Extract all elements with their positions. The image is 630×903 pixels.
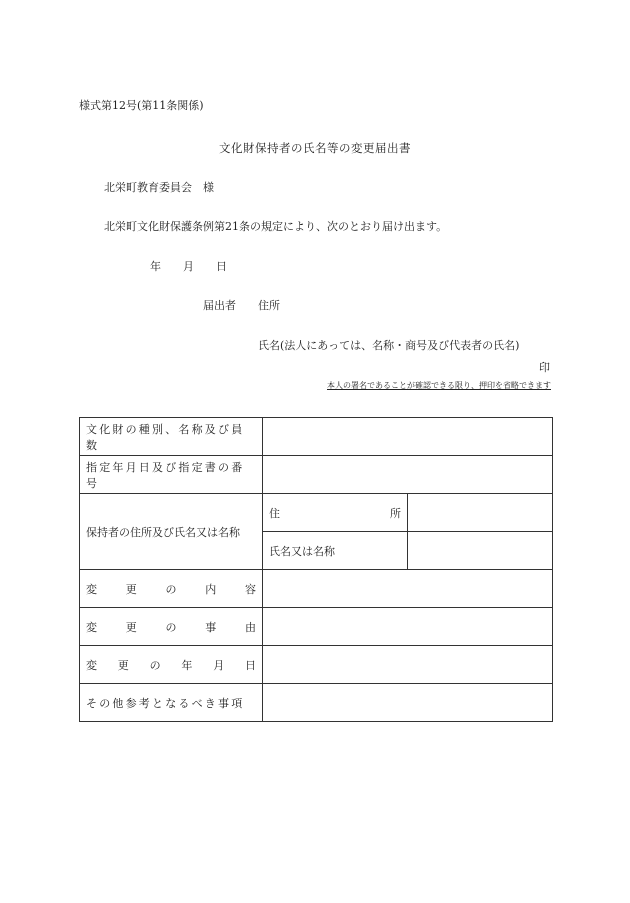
label-char: 変	[86, 582, 97, 596]
field-change-date[interactable]	[263, 646, 553, 684]
table-row	[80, 608, 553, 646]
field-change-reason[interactable]	[263, 608, 553, 646]
applicant-name-label: 氏名(法人にあっては、名称・商号及び代表者の氏名)	[258, 339, 520, 352]
form-number: 様式第12号(第11条関係)	[79, 99, 204, 112]
label-char: 容	[245, 582, 256, 596]
address-label: 住所	[258, 299, 280, 312]
label-change-reason	[80, 608, 263, 646]
label-change-content	[80, 570, 263, 608]
label-char: 変	[86, 620, 97, 634]
label-char: の	[165, 620, 177, 634]
date-year: 年	[150, 260, 161, 273]
sub-label-address	[263, 494, 408, 532]
addressee: 北栄町教育委員会 様	[104, 181, 214, 194]
applicant-label: 届出者	[203, 299, 236, 312]
table-row	[80, 684, 553, 722]
label-char: 変	[86, 658, 97, 672]
field-holder-address[interactable]	[408, 494, 553, 532]
label-char: の	[165, 582, 177, 596]
table-row	[80, 570, 553, 608]
label-char: 内	[205, 582, 217, 596]
sub-label-name: 氏名又は名称	[263, 532, 408, 570]
label-char: 年	[181, 658, 193, 672]
date-line	[150, 258, 227, 274]
document-title: 文化財保持者の氏名等の変更届出書	[219, 141, 411, 155]
table-row	[80, 418, 553, 456]
label-char: 月	[213, 658, 225, 672]
field-designation-date[interactable]	[263, 456, 553, 494]
label-cultural-property: 文化財の種別、名称及び員数	[80, 418, 263, 456]
label-char: 更	[117, 658, 129, 672]
label-char: 事	[205, 620, 217, 634]
body-text: 北栄町文化財保護条例第21条の規定により、次のとおり届け出ます。	[104, 220, 448, 233]
field-change-content[interactable]	[263, 570, 553, 608]
table-row	[80, 456, 553, 494]
label-change-date	[80, 646, 263, 684]
date-day: 日	[216, 260, 227, 273]
label-holder: 保持者の住所及び氏名又は名称	[80, 494, 263, 570]
sub-label-address-char: 住	[269, 506, 280, 520]
label-other-references: その他参考となるべき事項	[80, 684, 263, 722]
signature-note: 本人の署名であることが確認できる限り、押印を省略できます	[327, 381, 551, 390]
field-other-references[interactable]	[263, 684, 553, 722]
label-char: 由	[245, 620, 256, 634]
sub-label-address-char: 所	[390, 506, 401, 520]
label-char: 日	[244, 658, 256, 672]
label-char: 更	[125, 582, 137, 596]
label-designation-date: 指定年月日及び指定書の番号	[80, 456, 263, 494]
field-holder-name[interactable]	[408, 532, 553, 570]
table-row	[80, 494, 553, 532]
seal-mark: 印	[539, 361, 550, 374]
form-table	[79, 417, 553, 722]
field-cultural-property[interactable]	[263, 418, 553, 456]
date-month: 月	[183, 260, 194, 273]
label-char: 更	[125, 620, 137, 634]
table-row	[80, 646, 553, 684]
label-char: の	[149, 658, 161, 672]
applicant-line	[203, 297, 280, 313]
